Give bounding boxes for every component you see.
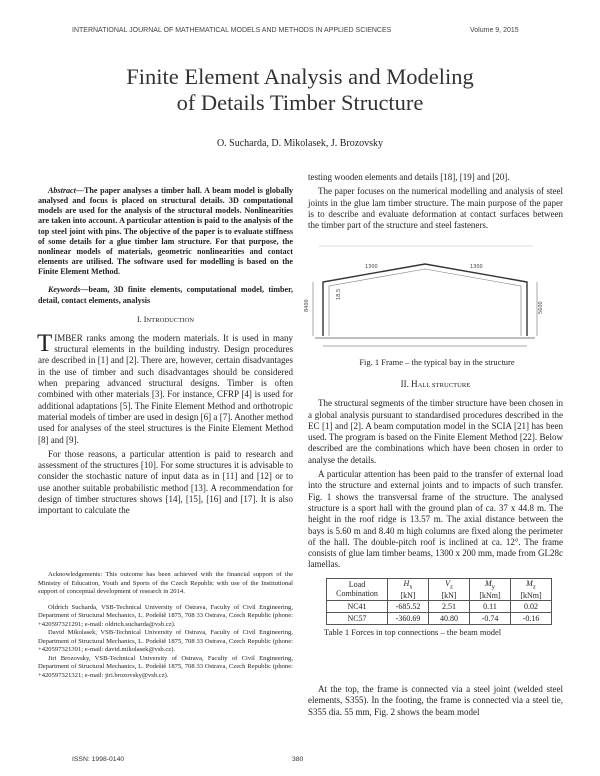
paper-title <box>60 64 540 116</box>
table-cell: NC57 <box>327 612 388 624</box>
right-column <box>308 172 563 231</box>
table-cell: -360.69 <box>388 612 429 624</box>
page-number: 380 <box>292 756 304 763</box>
figure-caption: Fig. 1 Frame – the typical bay in the structure <box>359 357 515 367</box>
affiliation-2: David Mikolasek, VSB-Technical University of Ostrava, Faculty of Civil Engineering, Department of Structural Mechanics, L. Podeště 1875, 708 33 Ostrava, Czech Republic (phone: +420597321391; e-mail: david.mikolasek@vsb.cz). <box>38 629 293 653</box>
affiliation-1: Oldrich Sucharda, VSB-Technical University of Ostrava, Faculty of Civil Engineering, Department of Structural Mechanics, L. Podeště 1875, 708 33 Ostrava, Czech Republic (phone: +420597321291; e-mail: oldrich.sucharda@vsb.cz). <box>38 603 293 628</box>
abstract-label: Abstract <box>48 186 76 195</box>
table-row <box>327 612 552 624</box>
volume-label: Volume 9, 2015 <box>470 27 519 34</box>
section-heading-1: I. INTRODUCTION <box>136 314 195 324</box>
table-header-cell: $H_x$ [kN] <box>388 579 429 601</box>
abstract <box>38 186 293 277</box>
right-paragraph-2: The structural segments of the timber structure have been chosen in a global analysis pursuant to standardised procedures described in the EC [1] and [2]. A beam computation model in the SCIA [21] has been used. The program is based on the Finite Element Method [22]. Below described are the combinations which have been chosen in order to analyse the details. <box>308 398 563 465</box>
dim-label-top-left: 1300 <box>365 264 378 270</box>
table-header-row <box>327 579 552 601</box>
drop-cap: T <box>37 329 53 357</box>
right-paragraph-4: At the top, the frame is connected via a steel joint (welded steel elements, S355). In the footing, the frame is connected via a steel tie, S355 dia. 55 mm, Fig. 2 shows the beam model <box>308 684 563 717</box>
table-header-cell: Load Combination <box>327 579 388 601</box>
dim-label-left: 8400 <box>304 299 310 312</box>
forces-table <box>326 578 552 625</box>
abstract-text: —The paper analyses a timber hall. A beam model is globally analysed and focus is placed on structural details. 3D computational models are used for the analysis of the structural models. Nonlinearities are taken into account. A particular attention is paid to the analysis of the top steel joint with pins. The objective of the paper is to evaluate stiffness of some details for a glue timber lam structure. For that purpose, the nonlinear models of materials, geometric nonlinearities and contact elements are utilised. The software used for modelling is based on the Finite Element Method. <box>38 186 293 277</box>
forces-table-block <box>310 578 565 637</box>
table-header-cell: $M_y$ [kNm] <box>470 579 511 601</box>
keywords-text: —beam, 3D finite elements, computational model, timber, detail, contact elements, analysis <box>38 285 293 305</box>
table-cell: -685.52 <box>388 600 429 612</box>
title-line-1: Finite Element Analysis and Modeling <box>126 64 474 89</box>
acknowledgements: Acknowledgements: This outcome has been achieved with the financial support of the Ministry of Education, Youth and Sports of the Czech Republic with use of the Institutional support of conceptual development of research in 2014. <box>38 571 293 595</box>
dim-label-top-right: 1300 <box>470 264 483 270</box>
keywords-label: Keywords <box>48 285 81 295</box>
journal-header: INTERNATIONAL JOURNAL OF MATHEMATICAL MODELS AND METHODS IN APPLIED SCIENCES <box>72 27 392 34</box>
dim-label-mid: 18,5 <box>336 288 342 300</box>
section-heading-2: II. HALL STRUCTURE <box>400 379 471 389</box>
table-row <box>327 600 552 612</box>
title-line-2: of Details Timber Structure <box>176 90 424 115</box>
table-cell: 2.51 <box>429 600 470 612</box>
right-paragraph-3: A particular attention has been paid to the transfer of external load into the structure and external joints and to impacts of such transfer. Fig. 1 shows the transversal frame of the structure. The analysed structure is a sport hall with the ground plan of ca. 37 x 44.8 m. The height in the roof ridge is 13.57 m. The axial distance between the bays is 5.60 m and 8.40 m high columns are fixed along the perimeter of the hall. The double-pitch roof is inclined at ca. 12°. The frame consists of glue lam timber beams, 1300 x 200 mm, made from GL28c lamellas. <box>308 469 563 570</box>
table-cell: 40.80 <box>429 612 470 624</box>
right-paragraph-0: testing wooden elements and details [18], [19] and [20]. <box>308 172 510 182</box>
table-header-cell: $M_z$ [kNm] <box>511 579 552 601</box>
keywords <box>38 285 293 305</box>
intro-paragraph-1: TIMBER ranks among the modern materials. It is used in many structural elements in the building industry. Design procedures are described in [1] and [2]. There are, however, certain disadvantages in the use of timber and such disadvantages should be considered when preparing advanced structural designs. Timber is often combined with other materials [3]. For instance, CFRP [4] is used for additional adaptations [5]. The Finite Element Method and orthotropic material models of timber are used in design [6] a [7]. Another method used for analyses of the steel structures is the Finite Element Method [8] and [9]. <box>37 329 293 445</box>
issn-label: ISSN: 1998-0140 <box>72 756 125 763</box>
table-cell: 0.11 <box>470 600 511 612</box>
right-column-lower <box>308 370 563 571</box>
table-cell: NC41 <box>327 600 388 612</box>
affiliation-3: Jiri Brozovsky, VSB-Technical University of Ostrava, Faculty of Civil Engineering, Department of Structural Mechanics, L. Podeště 1875, 708 33 Ostrava, Czech Republic (phone: +420597321321; e-mail: jiri.brozovsky@vsb.cz). <box>38 654 293 679</box>
intro-paragraph-2: For those reasons, a particular attention is paid to research and assessment of the structures [10]. For some structures it is advisable to consider the stochastic nature of input data as in [11] and [12] or to use another suitable probabilistic method [13]. A recommendation for design of timber structures shows [14], [15], [16] and [17]. It is also important to calculate the <box>38 448 293 516</box>
table-caption: Table 1 Forces in top connections – the beam model <box>324 626 502 637</box>
authors: O. Sucharda, D. Mikolasek, J. Brozovsky <box>216 138 384 149</box>
dim-label-right: 5600 <box>538 301 544 314</box>
footnotes <box>38 571 293 680</box>
table-cell: -0.74 <box>470 612 511 624</box>
left-column <box>38 186 293 517</box>
table-cell: -0.16 <box>511 612 552 624</box>
right-column-bottom <box>308 684 563 718</box>
right-paragraph-1: The paper focuses on the numerical modelling and analysis of steel joints in the glue lam timber structure. The main purpose of the paper is to describe and evaluate deformation at contact surfaces between the timber part of the structure and steel fasteners. <box>308 186 563 231</box>
frame-figure <box>305 242 545 354</box>
table-header-cell: $V_z$ [kN] <box>429 579 470 601</box>
table-cell: 0.02 <box>511 600 552 612</box>
